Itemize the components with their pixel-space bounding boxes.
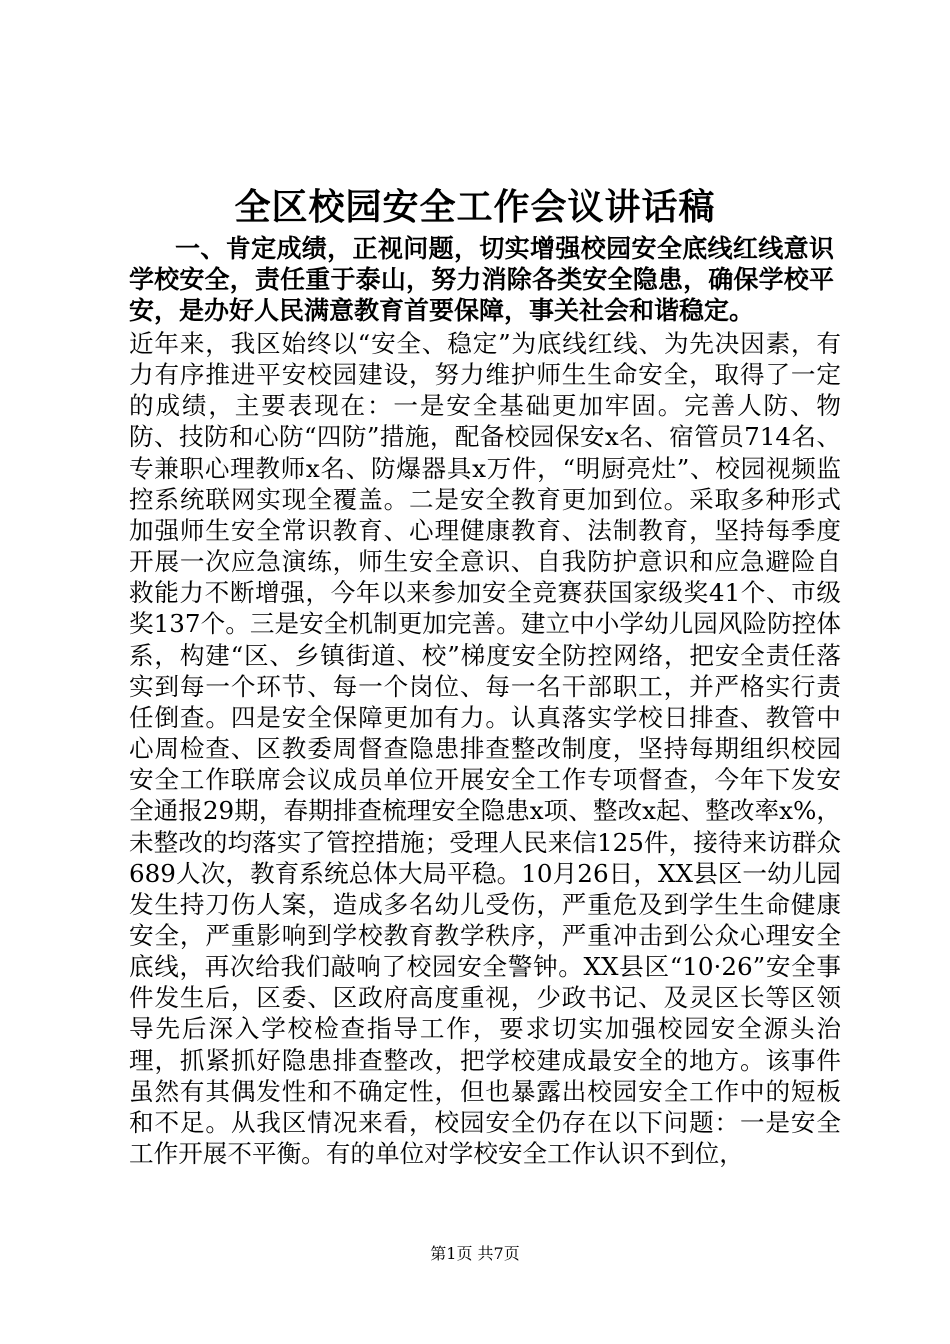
- document-title: 全区校园安全工作会议讲话稿: [234, 186, 716, 228]
- body-paragraph: 近年来，我区始终以“安全、稳定”为底线红线、为先决因素，有力有序推进平安校园建设，努力维护师生生命安全，取得了一定的成绩，主要表现在：一是安全基础更加牢固。完善人防、物防、技防和心防“四防”措施，配备校园保安x名、宿管员714名、专兼职心理教师x名、防爆器具x万件，“明厨亮灶”、校园视频监控系统联网实现全覆盖。二是安全教育更加到位。采取多种形式加强师生安全常识教育、心理健康教育、法制教育，坚持每季度开展一次应急演练，师生安全意识、自我防护意识和应急避险自救能力不断增强，今年以来参加安全竞赛获国家级奖41个、市级奖137个。三是安全机制更加完善。建立中小学幼儿园风险防控体系，构建“区、乡镇街道、校”梯度安全防控网络，把安全责任落实到每一个环节、每一个岗位、每一名干部职工，并严格实行责任倒查。四是安全保障更加有力。认真落实学校日排查、教管中心周检查、区教委周督查隐患排查整改制度，坚持每期组织校园安全工作联席会议成员单位开展安全工作专项督查，今年下发安全通报29期，春期排查梳理安全隐患x项、整改x起、整改率x%，未整改的均落实了管控措施；受理人民来信125件，接待来访群众689人次，教育系统总体大局平稳。10月26日，XX县区一幼儿园发生持刀伤人案，造成多名幼儿受伤，严重危及到学生生命健康安全，严重影响到学校教育教学秩序，严重冲击到公众心理安全底线，再次给我们敲响了校园安全警钟。XX县区“10·26”安全事件发生后，区委、区政府高度重视，少政书记、及灵区长等区领导先后深入学校检查指导工作，要求切实加强校园安全源头治理，抓紧抓好隐患排查整改，把学校建成最安全的地方。该事件虽然有其偶发性和不确定性，但也暴露出校园安全工作中的短板和不足。从我区情况来看，校园安全仍存在以下问题：一是安全工作开展不平衡。有的单位对学校安全工作认识不到位，: [129, 329, 841, 1169]
- section-heading-paragraph: 一、肯定成绩，正视问题，切实增强校园安全底线红线意识学校安全，责任重于泰山，努力消除各类安全隐患，确保学校平安，是办好人民满意教育首要保障，事关社会和谐稳定。: [129, 234, 834, 325]
- page-footer: 第1页 共7页: [430, 1244, 520, 1263]
